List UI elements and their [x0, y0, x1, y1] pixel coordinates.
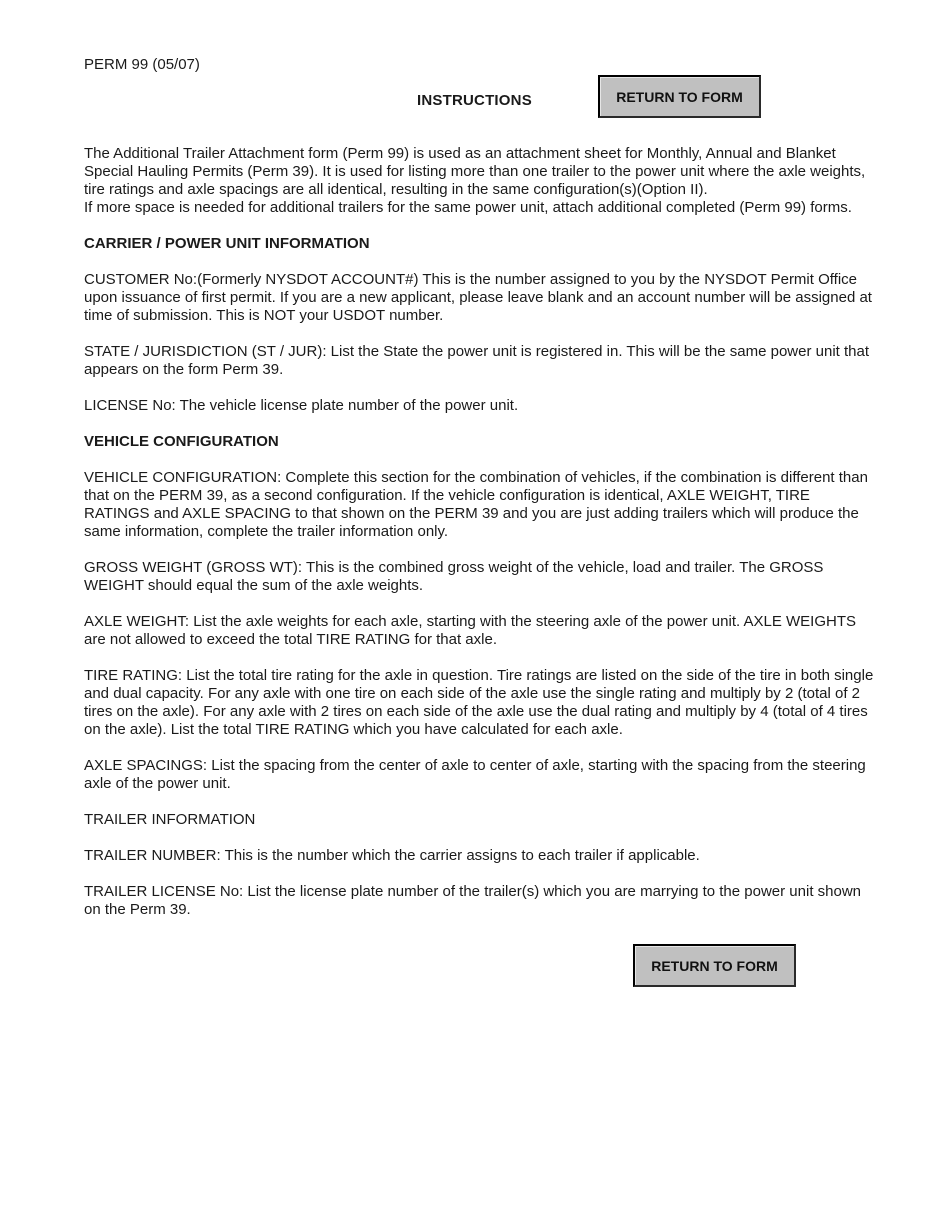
trailer-license-paragraph: TRAILER LICENSE No: List the license plate number of the trailer(s) which you are marrying to the power unit shown on the Perm 39.: [84, 883, 862, 918]
intro-paragraph: [84, 145, 874, 217]
axle-weight-paragraph: AXLE WEIGHT: List the axle weights for each axle, starting with the steering axle of the power unit. AXLE WEIGHTS are not allowed to exceed the total TIRE RATING for that axle.: [84, 613, 857, 648]
customer-no-paragraph: CUSTOMER No:(Formerly NYSDOT ACCOUNT#) This is the number assigned to you by the NYSDOT Permit Office upon issuance of first permit. If you are a new applicant, please leave blank and an account number will be assigned at time of submission. This is NOT your USDOT number.: [84, 271, 872, 324]
return-to-form-button-top[interactable]: RETURN TO FORM: [598, 75, 761, 118]
license-no-paragraph: LICENSE No: The vehicle license plate number of the power unit.: [84, 397, 519, 414]
return-to-form-button-bottom[interactable]: RETURN TO FORM: [633, 944, 796, 987]
instructions-body: [84, 145, 874, 937]
state-jurisdiction-paragraph: STATE / JURISDICTION (ST / JUR): List the State the power unit is registered in. This will be the same power unit that appears on the form Perm 39.: [84, 343, 870, 378]
trailer-number-paragraph: TRAILER NUMBER: This is the number which the carrier assigns to each trailer if applicable.: [84, 847, 700, 864]
intro-text: The Additional Trailer Attachment form (Perm 99) is used as an attachment sheet for Monthly, Annual and Blanket Special Hauling Permits (Perm 39). It is used for listing more than one trailer to the power unit where the axle weights, tire ratings and axle spacings are all identical, resulting in the same configuration(s)(Option II).: [84, 145, 866, 198]
carrier-section-heading: CARRIER / POWER UNIT INFORMATION: [84, 235, 370, 252]
vehicle-configuration-paragraph: VEHICLE CONFIGURATION: Complete this section for the combination of vehicles, if the combination is different than that on the PERM 39, as a second configuration. If the vehicle configuration is identical, AXLE WEIGHT, TIRE RATINGS and AXLE SPACING to that shown on the PERM 39 and you are just adding trailers which will produce the same information, complete the trailer information only.: [84, 469, 868, 540]
gross-weight-paragraph: GROSS WEIGHT (GROSS WT): This is the combined gross weight of the vehicle, load and trailer. The GROSS WEIGHT should equal the sum of the axle weights.: [84, 559, 824, 594]
trailer-section-heading: TRAILER INFORMATION: [84, 811, 256, 828]
vehicle-section-heading: VEHICLE CONFIGURATION: [84, 433, 279, 450]
axle-spacings-paragraph: AXLE SPACINGS: List the spacing from the center of axle to center of axle, starting with the spacing from the steering axle of the power unit.: [84, 757, 866, 792]
page-title: INSTRUCTIONS: [417, 92, 532, 109]
tire-rating-paragraph: TIRE RATING: List the total tire rating for the axle in question. Tire ratings are listed on the side of the tire in both single and dual capacity. For any axle with one tire on each side of the axle use the single rating and multiply by 2 (total of 2 tires on the axle). For any axle with 2 tires on each side of the axle use the dual rating and multiply by 4 (total of 4 tires on the axle). List the total TIRE RATING which you have calculated for each axle.: [84, 667, 874, 738]
form-id: PERM 99 (05/07): [84, 56, 200, 73]
intro-more-text: If more space is needed for additional trailers for the same power unit, attach additional completed (Perm 99) forms.: [84, 199, 852, 216]
